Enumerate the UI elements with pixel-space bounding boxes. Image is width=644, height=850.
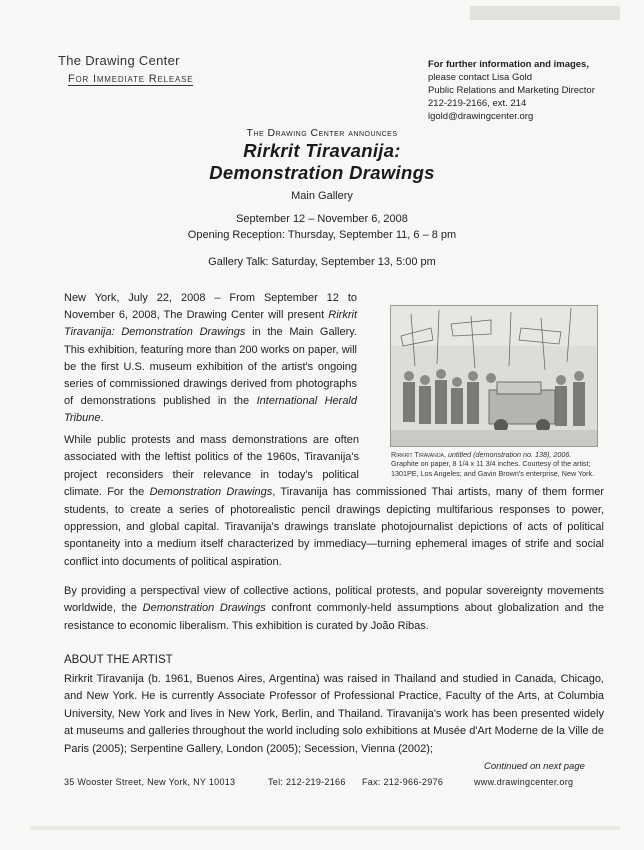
footer-address: 35 Wooster Street, New York, NY 10013 <box>64 777 236 787</box>
caption-line: Rirkrit Tiravanija, untitled (demonstration no. 138), 2006. <box>391 450 572 459</box>
caption-artist: Rirkrit Tiravanija <box>391 450 444 459</box>
contact-block <box>428 58 595 123</box>
demonstration-drawing <box>391 306 597 446</box>
caption-wrap-space <box>359 432 604 484</box>
newspaper-name: International Herald Tribune <box>64 395 357 425</box>
artwork-image <box>390 305 598 447</box>
paragraph-curator: By providing a perspectival view of collective actions, political protests, and popular sovereignty movements worldwide, the Demonstration Drawings confront commonly-held assumptions about globalization and the resistance to economic liberalism. This exhibition is curated by João Ribas. <box>64 585 604 632</box>
org-name: The Drawing Center <box>58 53 180 68</box>
section-heading: ABOUT THE ARTIST <box>64 654 173 666</box>
dateline: New York, July 22, 2008 <box>64 292 206 304</box>
scan-artifact <box>470 6 620 20</box>
footer-website: www.drawingcenter.org <box>474 777 574 787</box>
contact-line: For further information and images, <box>428 59 589 70</box>
date-block <box>0 211 644 243</box>
venue: Main Gallery <box>291 190 353 202</box>
paragraph-intro: New York, July 22, 2008 – From September 12 to November 6, 2008, The Drawing Center will present Rirkrit Tiravanija: Demonstration Drawings in the Main Gallery. This exhibition, featuring more than 200 works on paper, will be the first U.S. museum exhibition of the artist's ongoing series of commissioned drawings derived from photographs of demonstrations published in the International Herald Tribune. <box>64 292 357 425</box>
letterhead <box>58 52 180 70</box>
footer-tel: Tel: 212-219-2166 <box>268 777 346 787</box>
exhibition-dates: September 12 – November 6, 2008 <box>236 213 408 225</box>
caption-line: Graphite on paper, 8 1/4 x 11 3/4 inches. Courtesy of the artist; <box>391 459 591 469</box>
contact-line: please contact Lisa Gold <box>428 72 533 83</box>
contact-line: Public Relations and Marketing Director <box>428 85 595 96</box>
announcement-kicker: The Drawing Center announces <box>246 127 398 139</box>
scan-artifact <box>30 826 620 830</box>
caption-work: untitled (demonstration no. 138), 2006. <box>447 450 572 459</box>
exhibition-title-inline: Rirkrit Tiravanija: Demonstration Drawings <box>64 309 357 339</box>
contact-email: lgold@drawingcenter.org <box>428 111 534 122</box>
release-label-text: For Immediate Release <box>68 73 194 85</box>
title-line: Rirkrit Tiravanija: <box>243 140 401 161</box>
exhibition-title-inline: Demonstration Drawings <box>142 602 266 615</box>
title-line: Demonstration Drawings <box>209 162 435 183</box>
paragraph-context: While public protests and mass demonstrations are often associated with the leftist politics of the 1960s, Tiravanija's project reconsiders their relevance in today's political climate. For the Demonstration Drawings, Tiravanija has commissioned Thai artists, many of them former students, to create a series of photorealistic pencil drawings depicting multifarious responses to power, oppression, and global capital. Tiravanija's drawings translate photojournalist depictions of acts of political spontaneity into a medium itself characterized by immediacy—turning ephemeral images of strife and social conflict into documents of political aspiration. <box>64 434 605 568</box>
exhibition-title-inline: Demonstration Drawings <box>149 486 273 499</box>
release-label <box>68 73 193 85</box>
paragraph-bio: Rirkrit Tiravanija (b. 1961, Buenos Aires, Argentina) was raised in Thailand and studied in Canada, Chicago, and New York. He is currently Associate Professor of Professional Practice, Faculty of the Arts, at Columbia University, New York and lives in New York, Berlin, and Thailand. Tiravanija's work has been presented widely at museums and galleries throughout the world including solo exhibitions at Musée d'Art Moderne de la Ville de Paris (2005); Serpentine Gallery, London (2005); Secession, Vienna (2002); <box>64 673 604 755</box>
continued-note: Continued on next page <box>484 761 585 772</box>
caption-line: 1301PE, Los Angeles; and Gavin Brown's enterprise, New York. <box>391 468 595 478</box>
gallery-talk: Gallery Talk: Saturday, September 13, 5:00 pm <box>208 256 436 268</box>
exhibition-title <box>0 140 644 184</box>
contact-phone: 212-219-2166, ext. 214 <box>428 98 527 109</box>
opening-reception: Opening Reception: Thursday, September 11, 6 – 8 pm <box>187 229 457 241</box>
footer-fax: Fax: 212-966-2976 <box>362 777 444 787</box>
